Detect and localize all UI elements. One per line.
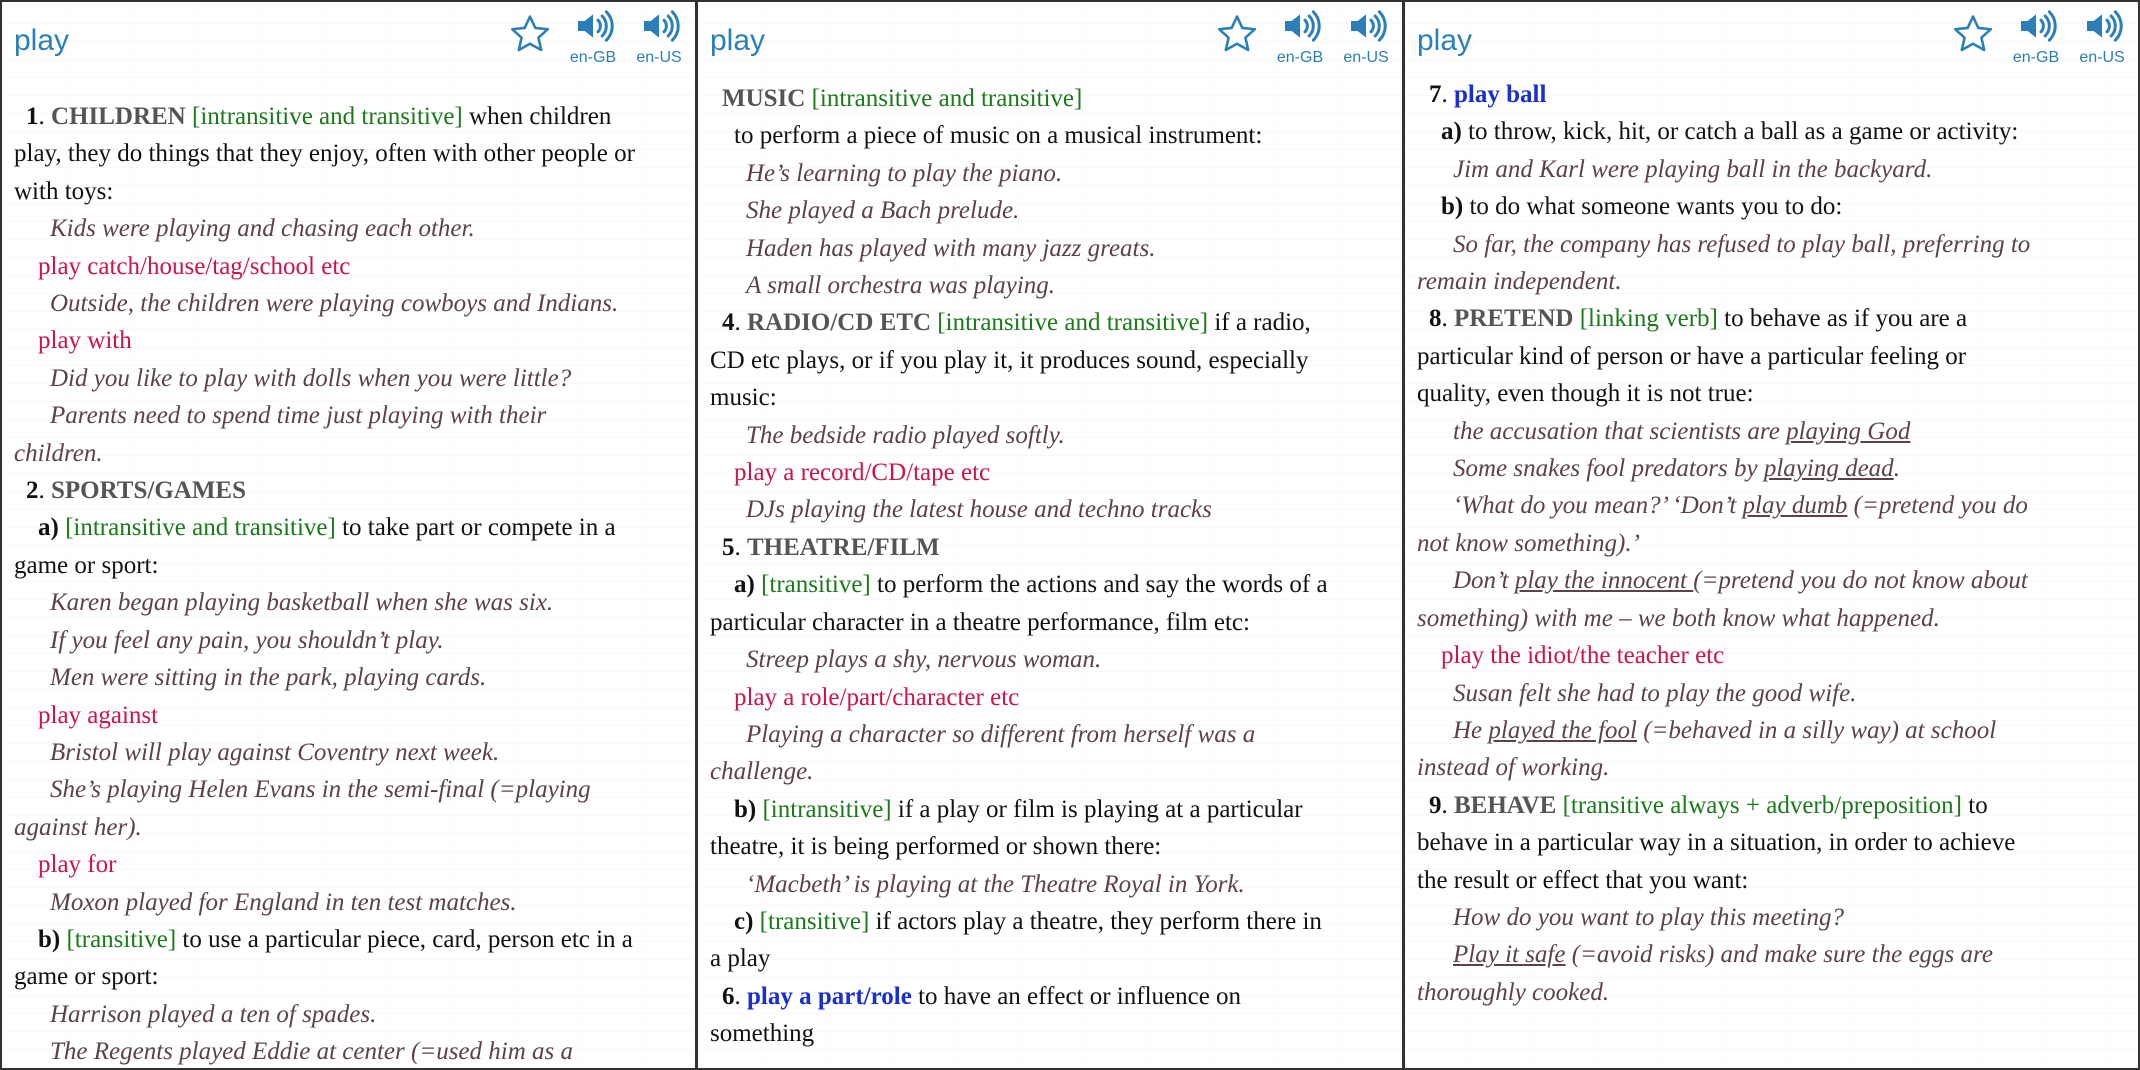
entry-line [1417, 974, 2128, 1011]
example-text: Karen began playing basketball when she was six. [50, 589, 554, 617]
idiom-underlined[interactable]: play the innocent [1514, 567, 1694, 595]
sense-number: a) [734, 571, 755, 599]
sense-number: 2 [26, 477, 39, 505]
text-segment: theatre, it is being performed or shown there: [710, 833, 1162, 861]
entry-line [710, 417, 1392, 454]
grammar-label: [transitive always + adverb/preposition] [1562, 791, 1963, 819]
example-text: A small orchestra was playing. [746, 272, 1056, 300]
example-text: Streep plays a shy, nervous woman. [746, 646, 1102, 674]
sense-heading: BEHAVE [1454, 791, 1557, 819]
example-text: Kids were playing and chasing each other. [50, 215, 475, 243]
dictionary-panel-3[interactable] [1404, 0, 2140, 1070]
entry-line [14, 771, 685, 808]
text-segment: behave in a particular way in a situation, in order to achieve [1417, 829, 2016, 857]
phrase-link[interactable]: play catch/house/tag/school etc [38, 252, 351, 280]
accent-label-gb: en-GB [2012, 49, 2060, 66]
header-icons [1948, 6, 2130, 67]
entry-line [1417, 263, 2128, 300]
example-text: Susan felt she had to play the good wife. [1453, 679, 1857, 707]
entry-line [710, 679, 1392, 716]
entry-line [1417, 637, 2128, 674]
header-icons [1212, 6, 1394, 67]
entry-line [14, 996, 685, 1033]
sense-number: 9 [1429, 791, 1442, 819]
entry-line [1417, 824, 2128, 861]
entry-line [14, 360, 685, 397]
text-segment: a play [710, 945, 771, 973]
example-text: Did you like to play with dolls when you were little? [50, 364, 572, 392]
entry-line [710, 192, 1392, 229]
speaker-icon [572, 6, 614, 51]
text-segment: something [710, 1020, 815, 1048]
entry-line [710, 342, 1392, 379]
entry-line [14, 98, 685, 135]
example-text: the accusation that scientists are [1453, 417, 1787, 445]
speaker-icon [638, 6, 680, 51]
entry-line [710, 117, 1392, 154]
example-text: Some snakes fool predators by [1453, 455, 1764, 483]
example-text: The Regents played Eddie at center (=used him as a [50, 1038, 573, 1066]
dictionary-panel-2[interactable] [697, 0, 1404, 1070]
sense-heading: SPORTS/GAMES [51, 477, 246, 505]
entry-line [710, 866, 1392, 903]
entry-line [1417, 562, 2128, 599]
phrase-link[interactable]: play for [38, 851, 117, 879]
entry-line [1417, 525, 2128, 562]
text-segment: music: [710, 384, 777, 412]
text-segment: . [1441, 81, 1454, 108]
text-segment: . [38, 477, 51, 505]
text-segment: . [1441, 305, 1454, 333]
example-text: DJs playing the latest house and techno tracks [746, 496, 1212, 524]
entry-line [14, 173, 685, 210]
entry-line [14, 697, 685, 734]
example-text: . [1893, 455, 1900, 483]
entry-line [14, 322, 685, 359]
idiom-underlined[interactable]: playing God [1786, 417, 1911, 445]
example-text: If you feel any pain, you shouldn’t play. [50, 626, 444, 654]
entry-body [2, 82, 695, 1070]
text-segment: particular character in a theatre performance, film etc: [710, 608, 1250, 636]
entry-line [1417, 487, 2128, 524]
sense-number: 1 [26, 103, 39, 130]
sense-number: c) [734, 907, 754, 935]
sense-number: 7 [1429, 81, 1442, 108]
text-segment: game or sport: [14, 963, 159, 991]
entry-line [14, 397, 685, 434]
accent-label-us: en-US [636, 49, 682, 66]
headword: play [1417, 24, 1473, 57]
entry-line [710, 1015, 1392, 1052]
entry-line [710, 304, 1392, 341]
sense-number: 5 [722, 533, 735, 561]
entry-line [710, 529, 1392, 566]
entry-line [710, 80, 1392, 117]
entry-body [698, 80, 1402, 1053]
example-text: Outside, the children were playing cowboys and Indians. [50, 290, 619, 318]
sense-number: b) [1441, 193, 1464, 221]
text-segment: play, they do things that they enjoy, often with other people or [14, 140, 635, 168]
example-text: (=pretend you do not know about [1693, 567, 2028, 595]
text-segment: . [734, 309, 747, 337]
text-segment: . [734, 533, 747, 561]
example-text: not know something).’ [1417, 529, 1640, 557]
speaker-icon [2015, 6, 2057, 51]
example-text: The bedside radio played softly. [746, 421, 1065, 449]
grammar-label: [transitive] [66, 925, 177, 953]
entry-line [14, 1033, 685, 1070]
grammar-label: [intransitive] [762, 795, 892, 823]
entry-line [14, 547, 685, 584]
grammar-label: [intransitive and transitive] [192, 103, 463, 130]
text-segment: game or sport: [14, 551, 159, 579]
entry-line [1417, 787, 2128, 824]
entry-line [14, 584, 685, 621]
entry-line [14, 921, 685, 958]
example-text: She’s playing Helen Evans in the semi-final (=playing [50, 776, 591, 804]
entry-line [1417, 338, 2128, 375]
idiom-underlined[interactable]: played the fool [1488, 716, 1637, 744]
headword: play [710, 24, 766, 57]
example-text: So far, the company has refused to play ball, preferring to [1453, 230, 2031, 258]
example-text: How do you want to play this meeting? [1453, 903, 1844, 931]
idiom-link[interactable]: play ball [1454, 81, 1547, 108]
sense-number: a) [38, 514, 59, 542]
example-text: Haden has played with many jazz greats. [746, 234, 1156, 262]
entry-line [14, 135, 685, 172]
idiom-link[interactable]: play a part/role [747, 982, 912, 1010]
entry-line [14, 846, 685, 883]
entry-line [14, 809, 685, 846]
idiom-underlined[interactable]: Play it safe [1453, 941, 1566, 969]
sense-number: 8 [1429, 305, 1442, 333]
example-text: Harrison played a ten of spades. [50, 1000, 377, 1028]
example-text: ‘What do you mean?’ ‘Don’t [1453, 492, 1743, 520]
speaker-icon [2081, 6, 2123, 51]
entry-line [1417, 899, 2128, 936]
example-text: He [1453, 716, 1489, 744]
entry-line [1417, 300, 2128, 337]
sense-heading: CHILDREN [51, 103, 186, 130]
text-segment: CD etc plays, or if you play it, it produces sound, especially [710, 346, 1309, 374]
entry-line [1417, 226, 2128, 263]
idiom-underlined[interactable]: playing dead [1763, 455, 1894, 483]
text-segment: if a radio, [1208, 309, 1311, 337]
example-text: instead of working. [1417, 754, 1610, 782]
entry-line [1417, 675, 2128, 712]
text-segment: if actors play a theatre, they perform there in [869, 907, 1322, 935]
example-text: against her). [14, 813, 142, 841]
entry-line [710, 155, 1392, 192]
sense-heading: THEATRE/FILM [747, 533, 940, 561]
text-segment: . [38, 103, 51, 130]
grammar-label: [intransitive and transitive] [937, 309, 1209, 337]
panel-header [1405, 2, 2138, 82]
speaker-icon [1345, 6, 1387, 51]
entry-line [14, 734, 685, 771]
speaker-icon [1279, 6, 1321, 51]
panel-header [2, 2, 695, 82]
entry-line [710, 267, 1392, 304]
sense-number: 4 [722, 309, 735, 337]
header-icons [505, 6, 687, 67]
entry-line [14, 472, 685, 509]
entry-line [710, 379, 1392, 416]
sense-heading: RADIO/CD ETC [747, 309, 932, 337]
accent-label-gb: en-GB [1276, 49, 1324, 66]
example-text: Playing a character so different from herself was a [746, 720, 1256, 748]
phrase-link[interactable]: play against [38, 701, 159, 729]
example-text: Parents need to spend time just playing with their [50, 402, 547, 430]
text-segment: to take part or compete in a [335, 514, 616, 542]
dictionary-panel-1[interactable] [0, 0, 697, 1070]
entry-line [1417, 151, 2128, 188]
text-segment: quality, even though it is not true: [1417, 380, 1754, 408]
entry-line [1417, 600, 2128, 637]
entry-line [710, 566, 1392, 603]
example-text: She played a Bach prelude. [746, 197, 1020, 225]
star-icon[interactable] [505, 6, 555, 62]
sense-number: b) [38, 925, 61, 953]
audio-gb-button[interactable] [1272, 6, 1328, 67]
example-text: challenge. [710, 758, 814, 786]
entry-line [14, 210, 685, 247]
entry-line [710, 716, 1392, 753]
entry-line [1417, 450, 2128, 487]
text-segment: when children [462, 103, 612, 130]
phrase-link[interactable]: play the idiot/the teacher etc [1441, 642, 1725, 670]
entry-line [1417, 113, 2128, 150]
grammar-label: [transitive] [761, 571, 871, 599]
entry-line [710, 604, 1392, 641]
example-text: He’s learning to play the piano. [746, 159, 1063, 187]
panel-header [698, 2, 1402, 82]
entry-line [710, 454, 1392, 491]
entry-line [14, 659, 685, 696]
text-segment: to perform a piece of music on a musical instrument: [734, 122, 1263, 150]
example-text: remain independent. [1417, 268, 1622, 296]
text-segment: to [1962, 791, 1988, 819]
entry-line [1417, 712, 2128, 749]
entry-line [14, 509, 685, 546]
grammar-label: [transitive] [759, 907, 870, 935]
example-text: children. [14, 439, 103, 467]
grammar-label: [linking verb] [1579, 305, 1718, 333]
phrase-link[interactable]: play a role/part/character etc [734, 683, 1020, 711]
entry-body [1405, 76, 2138, 1011]
phrase-link[interactable]: play a record/CD/tape etc [734, 459, 991, 487]
entry-line [14, 622, 685, 659]
entry-line [14, 248, 685, 285]
entry-line [1417, 188, 2128, 225]
entry-line [14, 958, 685, 995]
grammar-label: [intransitive and transitive] [811, 85, 1083, 112]
sense-heading: MUSIC [722, 85, 806, 112]
sense-number: a) [1441, 118, 1462, 146]
headword: play [14, 24, 70, 57]
entry-line [710, 753, 1392, 790]
text-segment: the result or effect that you want: [1417, 866, 1749, 894]
audio-gb-button[interactable] [2008, 6, 2064, 67]
entry-line [14, 884, 685, 921]
accent-label-gb: en-GB [569, 49, 617, 66]
entry-line [14, 435, 685, 472]
entry-line [1417, 413, 2128, 450]
text-segment: with toys: [14, 177, 114, 205]
entry-line [710, 230, 1392, 267]
entry-line [14, 285, 685, 322]
text-segment: to throw, kick, hit, or catch a ball as a game or activity: [1461, 118, 2019, 146]
example-text: Men were sitting in the park, playing cards. [50, 664, 487, 692]
text-segment: particular kind of person or have a particular feeling or [1417, 342, 1967, 370]
example-text: Moxon played for England in ten test matches. [50, 888, 517, 916]
entry-line [710, 903, 1392, 940]
entry-line [710, 978, 1392, 1015]
entry-line [710, 641, 1392, 678]
phrase-link[interactable]: play with [38, 327, 132, 355]
entry-line [710, 940, 1392, 977]
example-text: Jim and Karl were playing ball in the backyard. [1453, 155, 1933, 183]
text-segment: to behave as if you are a [1717, 305, 1968, 333]
text-segment: to have an effect or influence on [911, 982, 1242, 1010]
example-text: (=avoid risks) and make sure the eggs are [1565, 941, 1993, 969]
entry-line [1417, 375, 2128, 412]
example-text: Bristol will play against Coventry next week. [50, 738, 500, 766]
entry-line [1417, 936, 2128, 973]
star-icon[interactable] [1212, 6, 1262, 62]
grammar-label: [intransitive and transitive] [65, 514, 336, 542]
star-icon[interactable] [1948, 6, 1998, 62]
example-text: (=pretend you do [1847, 492, 2028, 520]
idiom-underlined[interactable]: play dumb [1742, 492, 1848, 520]
entry-line [710, 828, 1392, 865]
entry-line [710, 791, 1392, 828]
sense-heading: PRETEND [1454, 305, 1574, 333]
text-segment: . [1441, 791, 1454, 819]
text-segment: to do what someone wants you to do: [1463, 193, 1843, 221]
sense-number: 6 [722, 982, 735, 1010]
entry-line [1417, 862, 2128, 899]
example-text: (=behaved in a silly way) at school [1636, 716, 1997, 744]
text-segment: to perform the actions and say the words of a [870, 571, 1328, 599]
entry-line [1417, 749, 2128, 786]
accent-label-us: en-US [2079, 49, 2125, 66]
example-text: ‘Macbeth’ is playing at the Theatre Royal in York. [746, 870, 1245, 898]
accent-label-us: en-US [1343, 49, 1389, 66]
audio-us-button[interactable] [631, 6, 687, 67]
audio-gb-button[interactable] [565, 6, 621, 67]
audio-us-button[interactable] [2074, 6, 2130, 67]
text-segment: . [734, 982, 747, 1010]
entry-line [710, 491, 1392, 528]
audio-us-button[interactable] [1338, 6, 1394, 67]
text-segment: if a play or film is playing at a particular [891, 795, 1303, 823]
example-text: thoroughly cooked. [1417, 978, 1610, 1006]
example-text: Don’t [1453, 567, 1515, 595]
example-text: something) with me – we both know what happened. [1417, 604, 1940, 632]
text-segment: to use a particular piece, card, person etc in a [176, 925, 633, 953]
sense-number: b) [734, 795, 757, 823]
